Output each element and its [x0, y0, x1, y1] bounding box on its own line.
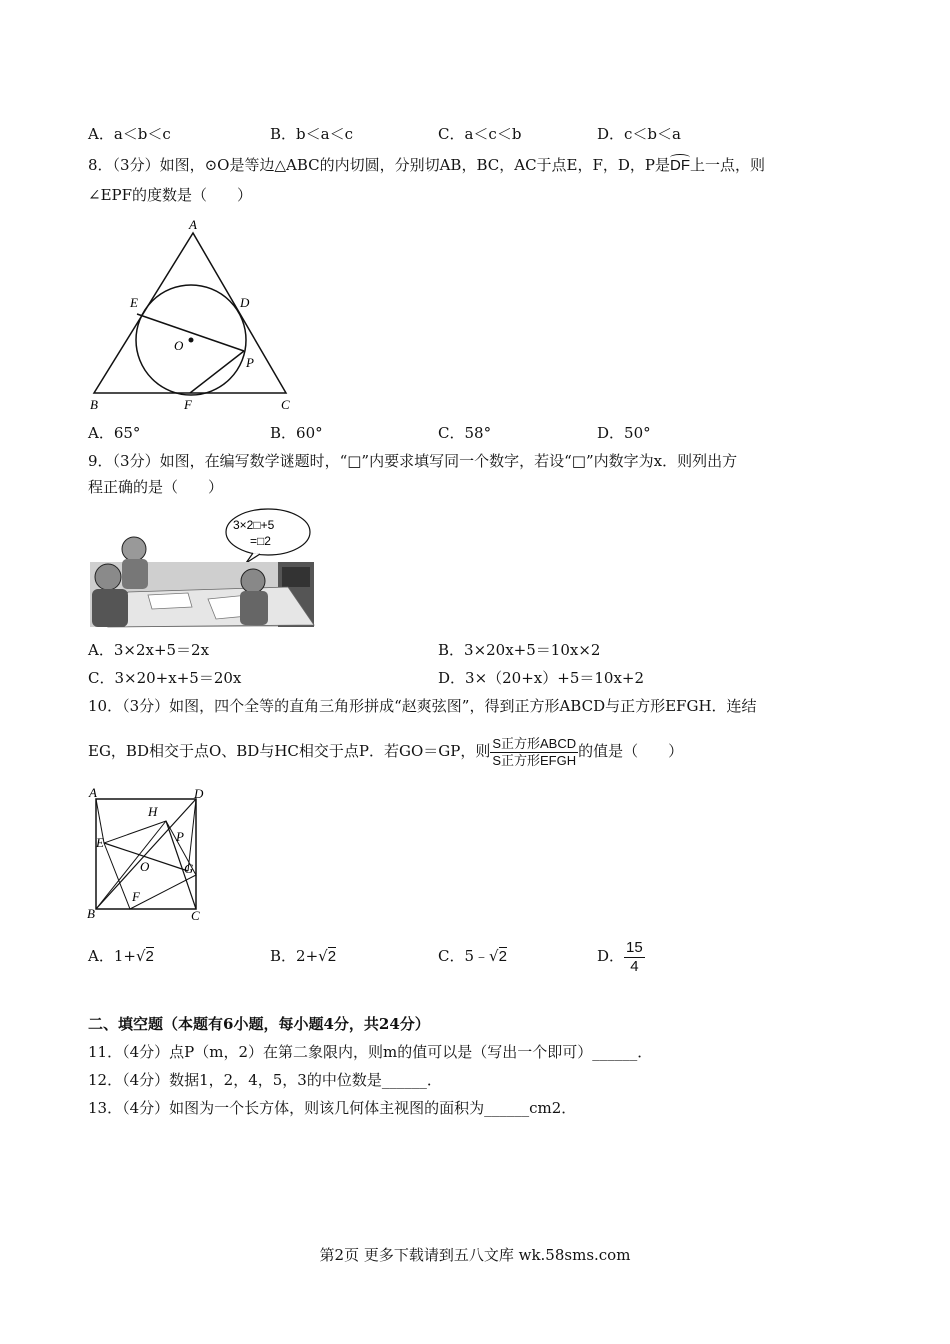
- q9-option-a: A．3×2x+5＝2x: [88, 641, 210, 659]
- segment-ep: [137, 314, 244, 351]
- q13: 13．（4分）如图为一个长方体，则该几何体主视图的面积为______cm2．: [88, 1099, 577, 1117]
- option-b-prev: B．b＜a＜c: [270, 125, 353, 143]
- option-c-prev: C．a＜c＜b: [438, 125, 522, 143]
- q8-arc: DF: [670, 156, 690, 176]
- option-d-prev: D．c＜b＜a: [597, 125, 681, 143]
- q9-line2: 程正确的是（ ）: [88, 478, 224, 496]
- triangle-abc: [94, 233, 286, 393]
- fig10-label-G: G: [184, 861, 194, 876]
- segment-bd: [96, 799, 196, 909]
- q8-line1: [88, 155, 765, 176]
- section2-title: 二、填空题（本题有6小题，每小题4分，共24分）: [88, 1015, 430, 1033]
- q10-option-c: C．5﹣√2: [438, 947, 507, 965]
- q8-option-d: D．50°: [597, 424, 651, 442]
- fig10-label-P: P: [176, 829, 184, 844]
- fig10-label-O: O: [140, 859, 150, 874]
- bubble-text-2: =□2: [250, 534, 271, 548]
- q12: 12．（4分）数据1，2，4，5，3的中位数是______．: [88, 1071, 442, 1089]
- q10-figure: [84, 785, 214, 925]
- q9-option-c: C．3×20+x+5＝20x: [88, 669, 242, 687]
- label-B: B: [90, 397, 98, 412]
- label-D: D: [240, 295, 250, 310]
- bubble-text-1: 3×2□+5: [233, 518, 275, 532]
- page-footer: 第2页 更多下载请到五八文库 wk.58sms.com: [319, 1246, 631, 1264]
- label-P: P: [246, 355, 254, 370]
- speech-bubble: [226, 509, 310, 555]
- q8-figure: [86, 215, 301, 415]
- q10-text: EG，BD相交于点O、BD与HC相交于点P．若GO＝GP，则: [88, 742, 491, 760]
- fig10-label-B: B: [87, 906, 95, 921]
- q9-option-d: D．3×（20+x）+5＝10x+2: [438, 669, 645, 687]
- fig10-label-E: E: [96, 835, 104, 850]
- fig10-label-H: H: [148, 804, 158, 819]
- sqrt-icon: √: [135, 947, 146, 965]
- q10-fraction-num: S正方形ABCD: [492, 735, 577, 751]
- fig10-label-C: C: [191, 908, 200, 923]
- sqrt-icon: √: [318, 947, 328, 965]
- label-A: A: [189, 217, 197, 232]
- q9-option-b: B．3×20x+5＝10x×2: [438, 641, 601, 659]
- q9-illustration: [88, 507, 318, 629]
- q10-option-a: A．1+√2: [88, 947, 154, 965]
- q8-line2: ∠EPF的度数是（ ）: [88, 186, 253, 204]
- q10-option-b: B．2+√2: [270, 947, 337, 965]
- q10-line2: [88, 733, 683, 769]
- center-dot: [189, 338, 194, 343]
- q10-option-d: D． $\frac{15}{4}$: [597, 938, 643, 975]
- label-F: F: [184, 397, 192, 412]
- q10-text-tail: 的值是（ ）: [578, 742, 684, 760]
- q8-option-c: C．58°: [438, 424, 492, 442]
- fig10-label-D: D: [194, 786, 204, 801]
- fig10-label-A: A: [89, 785, 97, 800]
- label-E: E: [130, 295, 138, 310]
- q10-fraction-den: S正方形EFGH: [492, 752, 577, 768]
- q8-text: 8．（3分）如图，⊙O是等边△ABC的内切圆，分别切AB，BC，AC于点E，F，D，P是: [88, 156, 671, 174]
- label-C: C: [281, 397, 290, 412]
- q10-option-d-fraction: $\frac{15}{4}$: [626, 938, 643, 975]
- q8-option-b: B．60°: [270, 424, 323, 442]
- q8-option-a: A．65°: [88, 424, 141, 442]
- q9-line1: 9．（3分）如图，在编写数学谜题时，“□”内要求填写同一个数字，若设“□”内数字为x．则列出方: [88, 452, 738, 470]
- label-O: O: [174, 338, 184, 353]
- sqrt-icon: √: [489, 947, 499, 965]
- option-a-prev: A．a＜b＜c: [88, 125, 171, 143]
- q11: 11．（4分）点P（m，2）在第二象限内，则m的值可以是（写出一个即可）______．: [88, 1043, 653, 1061]
- fig10-label-F: F: [132, 889, 140, 904]
- q10-fraction: [490, 736, 578, 769]
- q10-line1: 10．（3分）如图，四个全等的直角三角形拼成“赵爽弦图”，得到正方形ABCD与正方形EFGH．连结: [88, 697, 757, 715]
- q8-text-tail: 上一点，则: [690, 156, 766, 174]
